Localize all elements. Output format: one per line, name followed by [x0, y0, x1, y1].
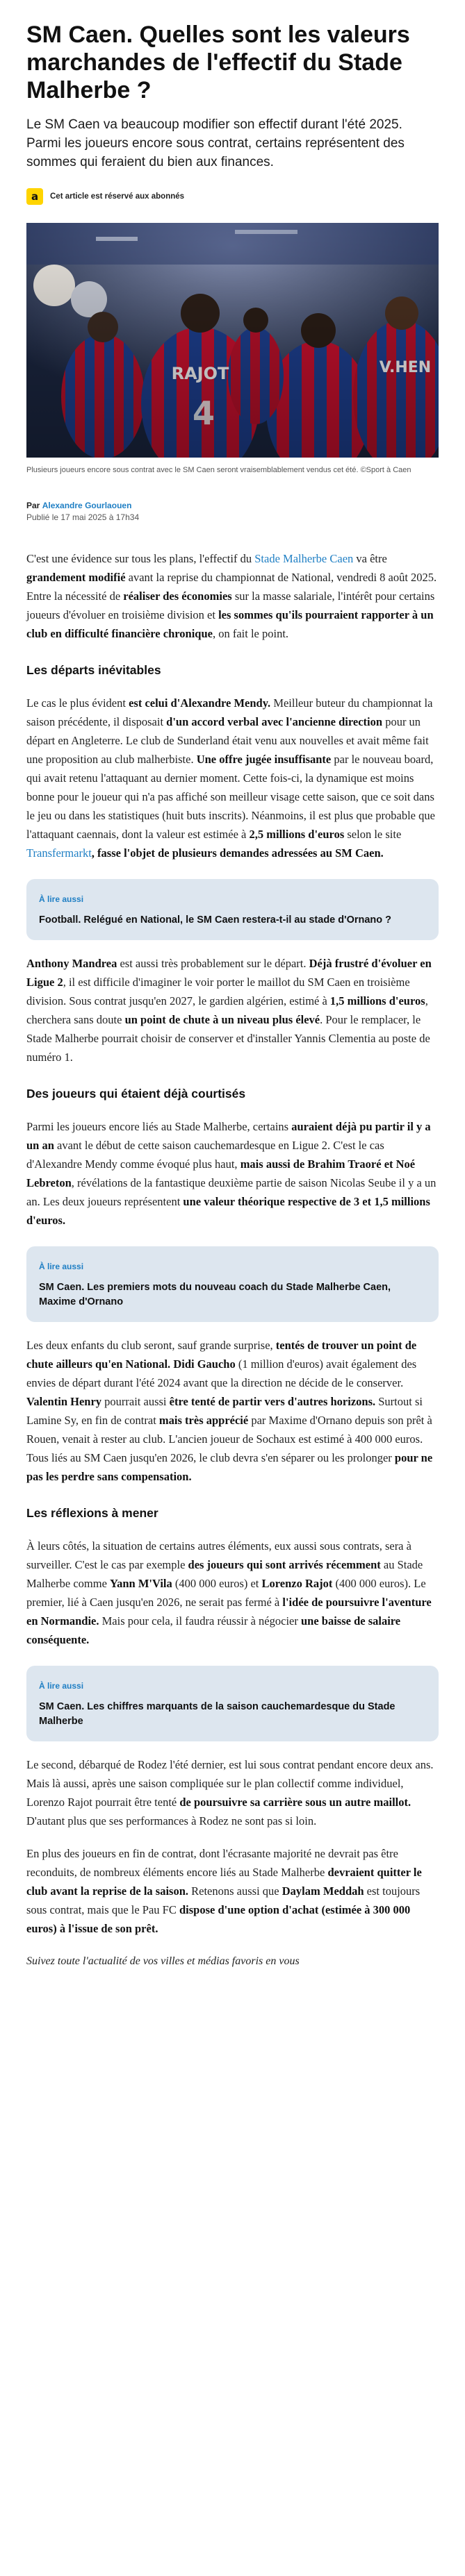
text: est aussi très probablement sur le départ. [117, 957, 309, 970]
link-stade-malherbe[interactable]: Stade Malherbe Caen [254, 552, 354, 565]
text: Retenons aussi que [188, 1884, 282, 1898]
text: , révélations de la fantastique deuxième partie de saison Nicolas Seube il y a un an. Les deux joueurs représentent [26, 1176, 437, 1208]
read-also-card[interactable] [26, 1666, 439, 1741]
text: . Pour le remplacer, le Stade Malherbe pourrait choisir de conserver et d'installer Yannis Clementia au poste de numéro 1. [26, 1013, 430, 1064]
bold-text: est celui d'Alexandre Mendy. [129, 696, 271, 710]
text: selon le site [344, 828, 402, 841]
read-also-title[interactable]: Football. Relégué en National, le SM Caen restera-t-il au stade d'Ornano ? [39, 914, 392, 926]
read-also-title[interactable]: SM Caen. Les premiers mots du nouveau coach du Stade Malherbe Caen, Maxime d'Ornano [39, 1282, 391, 1307]
link-transfermarkt[interactable]: Transfermarkt [26, 846, 92, 860]
bold-text: une valeur théorique respective de 3 et 1,5 millions d'euros. [26, 1195, 430, 1227]
bold-text: Lorenzo Rajot [261, 1577, 333, 1590]
bold-text: les sommes qu'ils pourraient rapporter à un club en difficulté financière chronique [26, 608, 434, 640]
article-body [26, 549, 439, 1984]
text: (400 000 euros) et [172, 1577, 262, 1590]
bold-text: tentés de trouver un point de chute ailleurs qu'en National. [26, 1339, 417, 1371]
text: est toujours sous contrat, mais que le Pau FC [26, 1884, 421, 1916]
read-also-card[interactable] [26, 879, 439, 940]
byline-prefix: Par [26, 501, 40, 510]
read-also-title[interactable]: SM Caen. Les chiffres marquants de la saison cauchemardesque du Stade Malherbe [39, 1701, 395, 1727]
paragraph-courtises [26, 1117, 439, 1230]
bold-text: Didi Gaucho [173, 1357, 236, 1371]
image-caption: Plusieurs joueurs encore sous contrat avec le SM Caen seront vraisemblablement vendus cet été. ©Sport à Caen [26, 466, 411, 474]
bold-text: Daylam Meddah [282, 1884, 364, 1898]
premium-notice [26, 188, 439, 205]
read-also-label: À lire aussi [39, 894, 84, 904]
read-also-label: À lire aussi [39, 1681, 84, 1691]
bold-text: Yann M'Vila [110, 1577, 172, 1590]
bold-text: un point de chute à un niveau plus élevé [124, 1013, 320, 1026]
text: avant la reprise du championnat de National, vendredi 8 août 2025. Entre la nécessité de [26, 571, 437, 603]
bold-text: Anthony Mandrea [26, 957, 117, 970]
text: D'autant plus que ses performances à Rodez ne sont pas si loin. [26, 1814, 317, 1828]
text: Les deux enfants du club seront, sauf grande surprise, [26, 1339, 276, 1352]
bold-text: grandement modifié [26, 571, 126, 584]
bold-text: réaliser des économies [123, 589, 232, 603]
bold-text: des joueurs qui sont arrivés récemment [188, 1558, 381, 1571]
hero-image [26, 223, 439, 458]
bold-text: devraient quitter le club avant la reprise de la saison. [26, 1866, 422, 1898]
text: avant le début de cette saison cauchemardesque en Ligue 2. C'est le cas d'Alexandre Mendy comme évoqué plus haut, [26, 1139, 384, 1171]
text: Mais pour cela, il faudra réussir à négocier [99, 1614, 301, 1628]
bold-text: une baisse de salaire conséquente. [26, 1614, 401, 1646]
premium-badge-icon: a [26, 188, 43, 205]
follow-prompt: Suivez toute l'actualité de vos villes et médias favoris en vous [26, 1955, 300, 1967]
bold-text: l'idée de poursuivre l'aventure en Normandie. [26, 1596, 432, 1628]
paragraph-rajot [26, 1755, 439, 1830]
text: Surtout si Lamine Sy, en fin de contrat [26, 1395, 423, 1427]
text: pourrait aussi [101, 1395, 170, 1408]
author-link[interactable]: Alexandre Gourlaouen [42, 501, 132, 510]
bold-text: être tenté de partir vers d'autres horizons. [169, 1395, 376, 1408]
text: va être [353, 552, 387, 565]
paragraph-enfants-club [26, 1336, 439, 1486]
players-photo [26, 223, 439, 458]
bold-text: d'un accord verbal avec l'ancienne direction [166, 715, 383, 728]
read-also-card[interactable] [26, 1246, 439, 1322]
bold-text: pour ne pas les perdre sans compensation. [26, 1451, 433, 1483]
bold-text: Valentin Henry [26, 1395, 102, 1408]
read-also-label: À lire aussi [39, 1262, 84, 1271]
paragraph-mendy [26, 694, 439, 862]
heading-courtises: Des joueurs qui étaient déjà courtisés [26, 1087, 246, 1101]
paragraph-intro [26, 549, 439, 643]
text: sur la masse salariale, l'intérêt pour certains joueurs d'évoluer en troisième division et [26, 589, 435, 621]
bold-text: Déjà frustré d'évoluer en Ligue 2 [26, 957, 432, 989]
text: (400 000 euros). Le premier, lié à Caen jusqu'en 2026, ne serait pas fermé à [26, 1577, 426, 1609]
bold-text: auraient déjà pu partir il y a un an [26, 1120, 431, 1152]
text: Le second, débarqué de Rodez l'été dernier, est lui sous contrat pendant encore deux ans. Mais là aussi, après une saison compliquée sur le plan collectif comme individuel, Lorenzo Rajot pourrait être tenté [26, 1758, 434, 1809]
heading-reflexions: Les réflexions à mener [26, 1506, 158, 1520]
premium-text: Cet article est réservé aux abonnés [50, 192, 185, 201]
article-chapo: Le SM Caen va beaucoup modifier son effectif durant l'été 2025. Parmi les joueurs encore sous contrat, certains représentent des sommes qui feraient du bien aux finances. [26, 117, 405, 169]
bold-text: , fasse l'objet de plusieurs demandes adressées au SM Caen. [91, 846, 384, 860]
text: , il est difficile d'imaginer le voir porter le maillot du SM Caen en troisième division. Sous contrat jusqu'en 2027, le gardien algérien, estimé à [26, 976, 410, 1007]
bold-text: Une offre jugée insuffisante [196, 753, 332, 766]
text: au Stade Malherbe comme [26, 1558, 423, 1590]
paragraph-fin-contrat [26, 1844, 439, 1938]
article-title: SM Caen. Quelles sont les valeurs marchandes de l'effectif du Stade Malherbe ? [26, 22, 410, 103]
bold-text: 2,5 millions d'euros [249, 828, 345, 841]
text: C'est une évidence sur tous les plans, l'effectif du [26, 552, 255, 565]
bold-text: dispose d'une option d'achat (estimée à 300 000 euros) à l'issue de son prêt. [26, 1903, 411, 1935]
text: Parmi les joueurs encore liés au Stade Malherbe, certains [26, 1120, 292, 1133]
bold-text: 1,5 millions d'euros [329, 994, 425, 1007]
byline [26, 501, 439, 523]
publish-date: Publié le 17 mai 2025 à 17h34 [26, 512, 140, 522]
bold-text: mais aussi de Brahim Traoré et Noé Lebreton [26, 1157, 416, 1189]
text: par Maxime d'Ornano depuis son prêt à Rouen, venait à rester au club. L'ancien joueur de Sochaux est estimé à 400 000 euros. Tous liés au SM Caen jusqu'en 2026, le club devra s'en séparer ou les prolonger [26, 1414, 432, 1464]
text: (1 million d'euros) avait également des envies de départ durant l'été 2024 avant que la direction ne décide de le conserver. [26, 1357, 417, 1389]
text: pour un départ en Angleterre. Le club de Sunderland était venu aux nouvelles et avait même fait une proposition au club malherbiste. [26, 715, 429, 766]
text: Meilleur buteur du championnat la saison précédente, il disposait [26, 696, 433, 728]
text: En plus des joueurs en fin de contrat, dont l'écrasante majorité ne devrait pas être reconduits, de nombreux éléments encore liés au Stade Malherbe [26, 1847, 398, 1879]
bold-text: mais très apprécié [158, 1414, 249, 1427]
text: , cherchera sans doute [26, 994, 428, 1026]
bold-text: de poursuivre sa carrière sous un autre maillot. [179, 1796, 411, 1809]
text: par le nouveau board, qui avait retenu l'attaquant au dernier moment. Cette fois-ci, la dynamique est moins bonne pour le joueur qui n'a pas affiché son meilleur visage cette saison, que ce soit dans le jeu ou dans les statistiques (huit buts inscrits). Néanmoins, il est plus que probable que l'attaquant caennais, dont la valeur est estimée à [26, 753, 435, 841]
paragraph-reflexions [26, 1537, 439, 1649]
text: , on fait le point. [212, 627, 289, 640]
text: À leurs côtés, la situation de certains autres éléments, eux aussi sous contrats, sera à surveiller. C'est le cas par exemple [26, 1539, 411, 1571]
paragraph-mandrea [26, 954, 439, 1067]
text: Le cas le plus évident [26, 696, 129, 710]
heading-departs: Les départs inévitables [26, 663, 161, 677]
